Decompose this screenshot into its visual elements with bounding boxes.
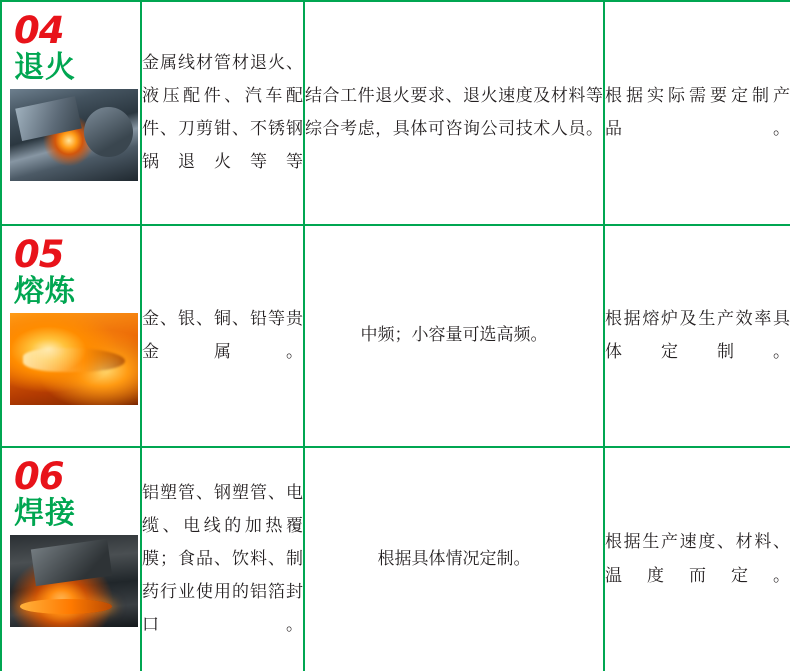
table-row	[1, 447, 790, 671]
row-note: 根据实际需要定制产品。	[604, 1, 790, 225]
row-name: 焊接	[14, 496, 76, 531]
row-applications: 金属线材管材退火、液压配件、汽车配件、刀剪钳、不锈钢锅退火等等	[141, 1, 304, 225]
row-description: 根据具体情况定制。	[304, 447, 604, 671]
row-note: 根据熔炉及生产效率具体定制。	[604, 225, 790, 447]
row-name: 退火	[14, 50, 76, 85]
row-label-cell	[1, 447, 141, 671]
melting-photo	[10, 313, 138, 405]
row-applications: 金、银、铜、铅等贵金属。	[141, 225, 304, 447]
row-name: 熔炼	[14, 274, 76, 309]
row-description: 结合工件退火要求、退火速度及材料等综合考虑，具体可咨询公司技术人员。	[304, 1, 604, 225]
row-number: 04	[14, 9, 64, 52]
welding-photo	[10, 535, 138, 627]
row-number: 06	[14, 455, 64, 498]
row-description: 中频；小容量可选高频。	[304, 225, 604, 447]
row-number: 05	[14, 233, 64, 276]
table-row	[1, 225, 790, 447]
table-row	[1, 1, 790, 225]
row-applications: 铝塑管、钢塑管、电缆、电线的加热覆膜；食品、饮料、制药行业使用的铝箔封口。	[141, 447, 304, 671]
annealing-photo	[10, 89, 138, 181]
row-label-cell	[1, 225, 141, 447]
row-note: 根据生产速度、材料、温度而定。	[604, 447, 790, 671]
row-label-cell	[1, 1, 141, 225]
